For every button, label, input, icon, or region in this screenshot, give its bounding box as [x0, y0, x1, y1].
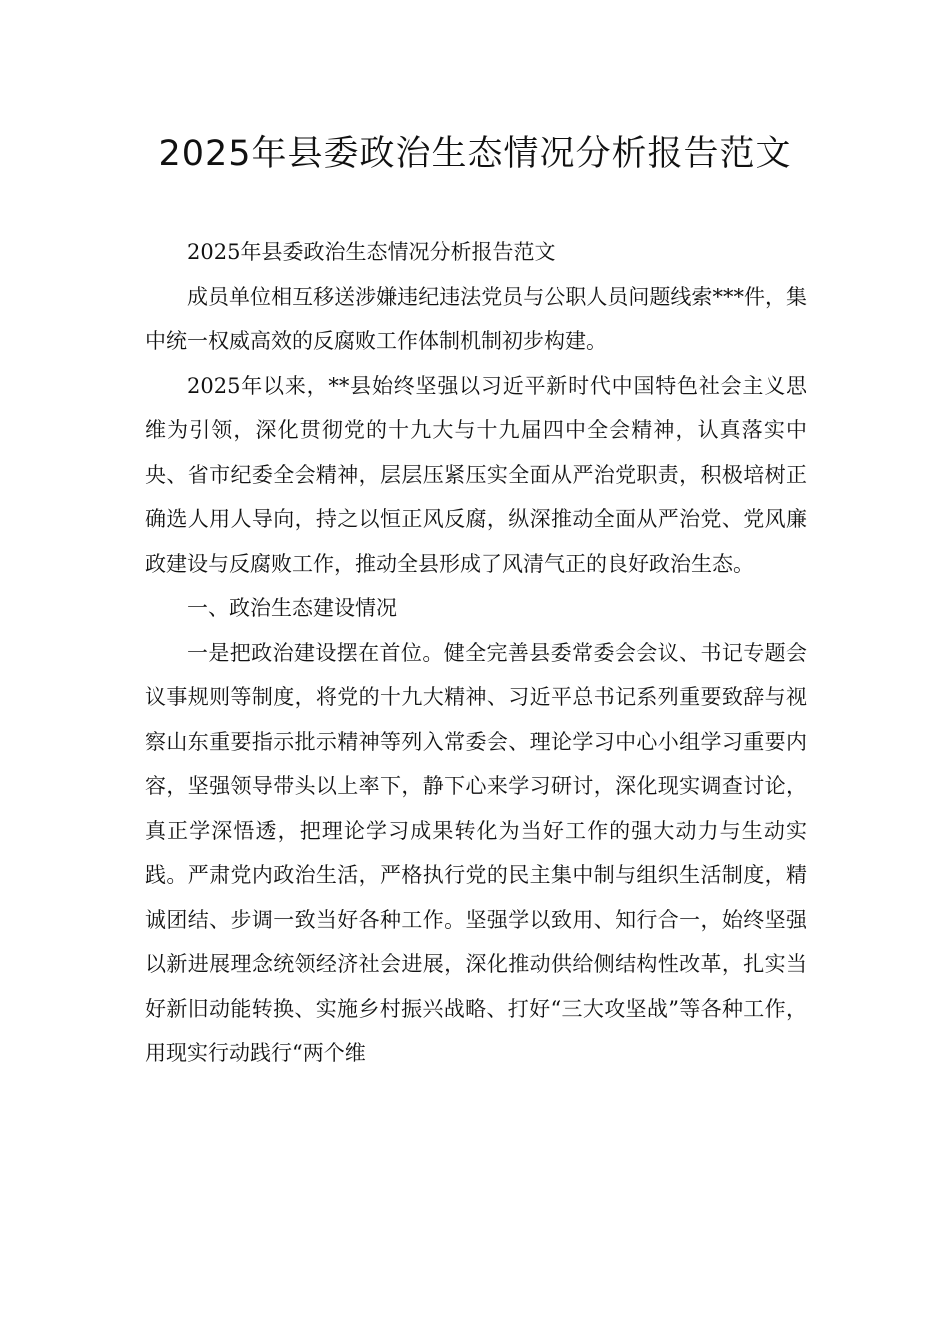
document-body [145, 230, 807, 1076]
paragraph-overview: 2025年以来，**县始终坚强以习近平新时代中国特色社会主义思维为引领，深化贯彻党的十九大与十九届四中全会精神，认真落实中央、省市纪委全会精神，层层压紧压实全面从严治党职责，积极培树正确选人用人导向，持之以恒正风反腐，纵深推动全面从严治党、党风廉政建设与反腐败工作，推动全县形成了风清气正的良好政治生态。 [145, 373, 807, 576]
paragraph-intro: 成员单位相互移送涉嫌违纪违法党员与公职人员问题线索***件，集中统一权威高效的反腐败工作体制机制初步构建。 [145, 284, 807, 353]
section-heading: 一、政治生态建设情况 [187, 596, 397, 620]
paragraph-subtitle: 2025年县委政治生态情况分析报告范文 [187, 240, 556, 264]
document-title: 2025年县委政治生态情况分析报告范文 [158, 134, 792, 174]
paragraph-political-building: 一是把政治建设摆在首位。健全完善县委常委会会议、书记专题会议事规则等制度，将党的十九大精神、习近平总书记系列重要致辞与视察山东重要指示批示精神等列入常委会、理论学习中心小组学习重要内容，坚强领导带头以上率下，静下心来学习研讨，深化现实调查讨论，真正学深悟透，把理论学习成果转化为当好工作的强大动力与生动实践。严肃党内政治生活，严格执行党的民主集中制与组织生活制度，精诚团结、步调一致当好各种工作。坚强学以致用、知行合一，始终坚强以新进展理念统领经济社会进展，深化推动供给侧结构性改革，扎实当好新旧动能转换、实施乡村振兴战略、打好“三大攻坚战”等各种工作，用现实行动践行“两个维 [145, 640, 807, 1065]
